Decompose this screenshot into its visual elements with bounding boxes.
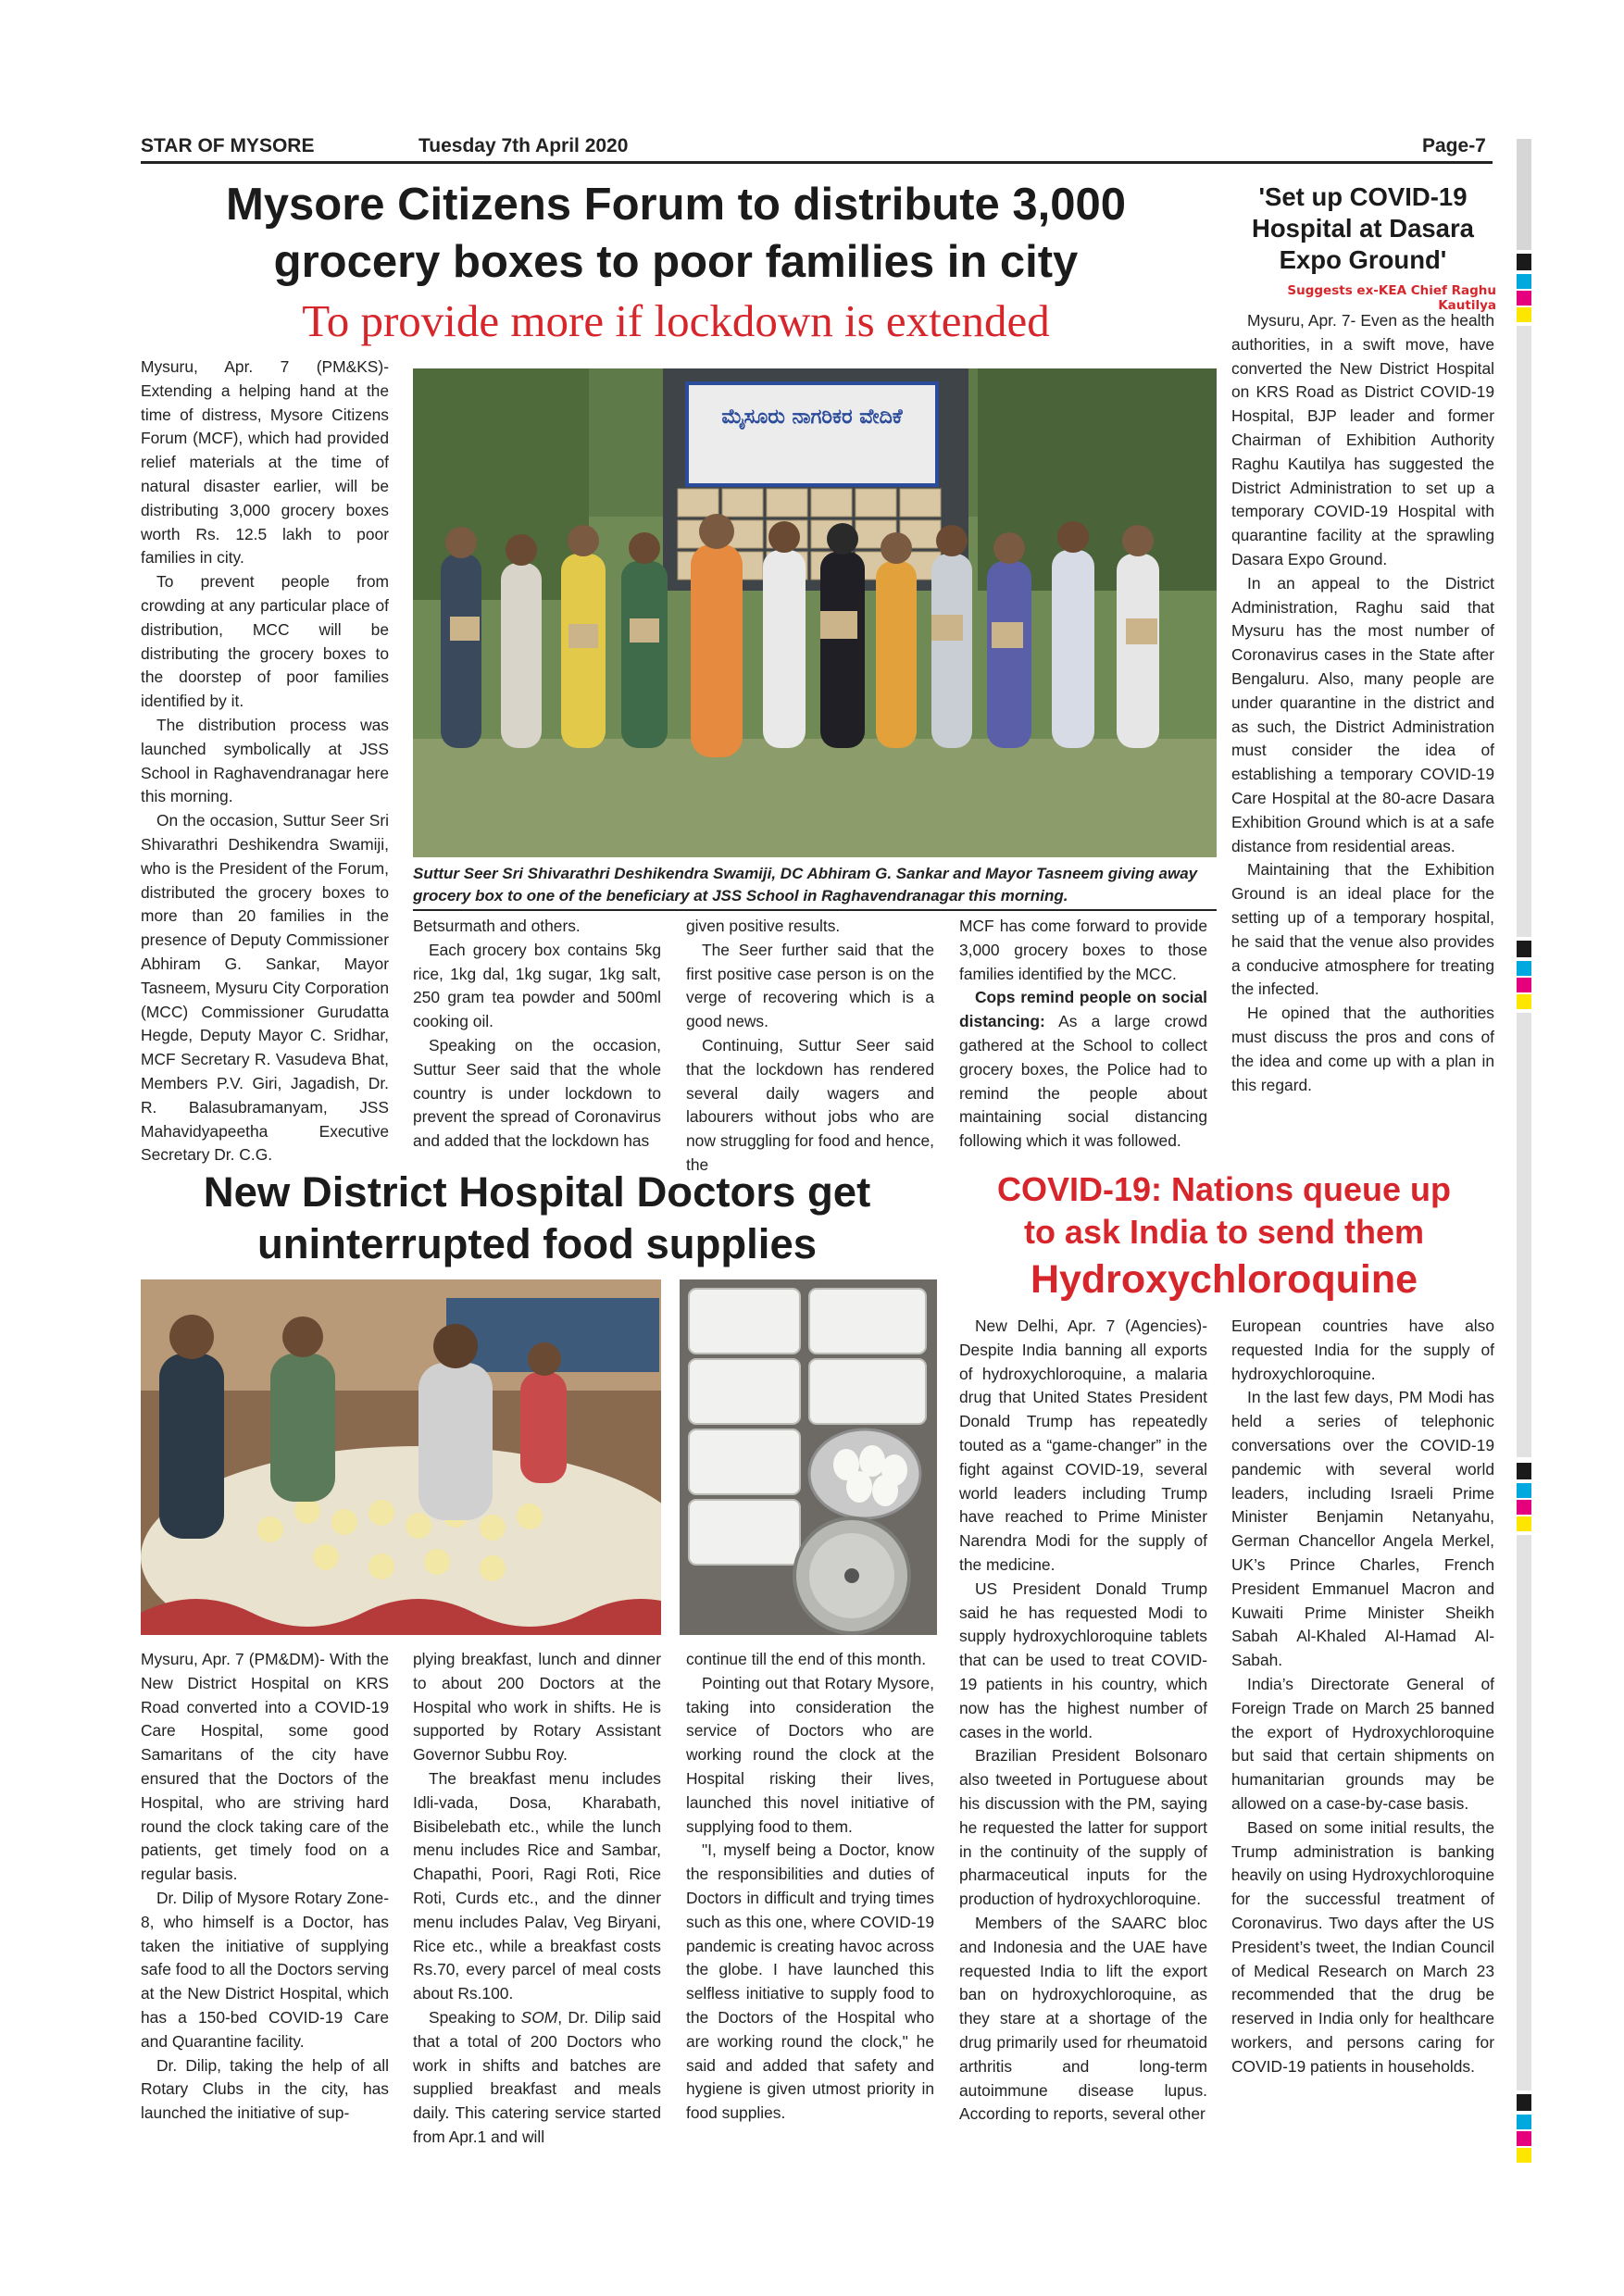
reg-yellow-2 <box>1517 994 1531 1009</box>
reg-yellow-4 <box>1517 2148 1531 2163</box>
story2-paragraph-speaking <box>413 2006 661 2150</box>
reg-grey-mid1 <box>1517 326 1531 937</box>
story1-photo-art <box>413 368 1217 857</box>
story2-paragraph: "I, myself being a Doctor, know the responsibilities and duties of Doctors in difficult and trying times such as this one, where COVID-19 pandemic is creating havoc across the globe. I have launched this selfless initiative to supply food to the Doctors of the Hospital who are working round the clock," he said and added that safety and hygiene is given utmost priority in food supplies. <box>686 1841 934 2123</box>
reg-cyan-2 <box>1517 961 1531 976</box>
story2-photo-left-art <box>141 1279 661 1635</box>
story3-column-1 <box>959 1315 1207 2127</box>
story3-paragraph: European countries have also requested India for the supply of hydroxychloroquine. <box>1231 1316 1494 1383</box>
masthead-rule <box>141 161 1493 164</box>
story3-paragraph: Members of the SAARC bloc and Indonesia and the UAE have requested India to lift the export ban on hydroxychloroquine, as they stare at a shortage of the drug primarily used for rheumatoid arthritis and long-term autoimmune disease lupus. According to reports, several other <box>959 1913 1207 2124</box>
story1-paragraph: Betsurmath and others. <box>413 917 581 935</box>
story1-column-2 <box>413 915 661 1154</box>
story2-paragraph: Dr. Dilip, taking the help of all Rotary Clubs in the city, has launched the initiative of sup- <box>141 2055 389 2123</box>
reg-cyan-3 <box>1517 1483 1531 1498</box>
story2-column-3 <box>686 1648 934 2126</box>
sidebar-paragraph: He opined that the authorities must discuss the pros and cons of the idea and come up with a plan in this regard. <box>1231 1004 1494 1094</box>
story1-caption-rule <box>413 909 1217 911</box>
story2-speaking-text: , Dr. Dilip said that a total of 200 Doctors who work in shifts and batches are supplied breakfast and meals daily. This catering service started from Apr.1 and will <box>413 2007 661 2146</box>
story3-paragraph: New Delhi, Apr. 7 (Agencies)- Despite India banning all exports of hydroxychloroquine, a malaria drug that United States President Donald Trump has repeatedly touted as a “game-changer” in the fight against COVID-19, several world leaders including Trump have reached to Prime Minister Narendra Modi for the supply of the medicine. <box>959 1316 1207 1574</box>
story1-headline <box>130 176 1222 291</box>
story1-photo-grocery-distribution <box>413 368 1217 857</box>
sidebar-body <box>1231 309 1494 1097</box>
story2-paragraph: Dr. Dilip of Mysore Rotary Zone-8, who himself is a Doctor, has taken the initiative of supplying safe food to all the Doctors serving at the New District Hospital, which has a 150-bed COVID-19 Care and Quarantine facility. <box>141 1888 389 2051</box>
story1-column-1 <box>141 356 389 1167</box>
story1-paragraph: Mysuru, Apr. 7 (PM&KS)- Extending a helping hand at the time of distress, Mysore Citizens Forum (MCF), which had provided relief materials at the time of natural disaster earlier, will be distributing 3,000 grocery boxes worth Rs. 12.5 lakh to poor families in city. <box>141 357 389 568</box>
story2-headline <box>130 1167 944 1270</box>
reg-magenta-1 <box>1517 291 1531 306</box>
story1-paragraph: The Seer further said that the first positive case person is on the verge of recovering which is a good news. <box>686 940 934 1031</box>
sidebar-headline-line1: 'Set up COVID-19 <box>1258 182 1468 211</box>
story1-paragraph-cops <box>959 986 1207 1154</box>
story1-paragraph: Speaking on the occasion, Suttur Seer said that the whole country is under lockdown to prevent the spread of Coronavirus and added that the lockdown has <box>413 1035 661 1151</box>
reg-black-3 <box>1517 1463 1531 1479</box>
story2-photo-volunteers-serving <box>141 1279 661 1635</box>
story2-photo-food-parcels <box>680 1279 937 1635</box>
reg-grey-top <box>1517 139 1531 250</box>
story3-paragraph: Brazilian President Bolsonaro also tweeted in Portuguese about his discussion with the PM, saying he requested the latter for support in the continuity of the supply of pharmaceutical inputs for the production of hydroxychloroquine. <box>959 1746 1207 1909</box>
story3-headline <box>956 1168 1493 1305</box>
story2-headline-line2: uninterrupted food supplies <box>256 1220 818 1267</box>
story2-column-1 <box>141 1648 389 2126</box>
reg-magenta-3 <box>1517 1500 1531 1515</box>
story1-photo-caption: Suttur Seer Sri Shivarathri Deshikendra Swamiji, DC Abhiram G. Sankar and Mayor Tasneem giving away grocery box to one of the beneficiary at JSS School in Raghavendranagar this morning. <box>413 865 1198 905</box>
reg-cyan-4 <box>1517 2115 1531 2129</box>
sidebar-headline <box>1230 181 1496 276</box>
story1-kicker: To provide more if lockdown is extended <box>302 295 1050 346</box>
story2-photo-right-art <box>680 1279 937 1635</box>
masthead-date: Tuesday 7th April 2020 <box>418 135 629 156</box>
reg-grey-mid2 <box>1517 1013 1531 1457</box>
story1-paragraph: On the occasion, Suttur Seer Sri Shivarathri Deshikendra Swamiji, who is the President of the Forum, distributed the grocery boxes to more than 20 families in the presence of Deputy Commissioner Abhiram G. Sankar, Mayor Tasneem, Mysuru City Corporation (MCC) Commissioner Gurudatta Hegde, Deputy Mayor C. Sridhar, MCF Secretary R. Vasudeva Bhat, Members P.V. Giri, Jagadish, Dr. R. Balasubramanyam, JSS Mahavidyapeetha Executive Secretary Dr. C.G. <box>141 811 389 1165</box>
story1-headline-line2: grocery boxes to poor families in city <box>273 237 1079 287</box>
story3-headline-line1: COVID-19: Nations queue up <box>996 1170 1452 1208</box>
story3-paragraph: US President Donald Trump said he has requested Modi to supply hydroxychloroquine tablets that can be used to treat COVID-19 patients in his country, which now has the highest number of cases in the world. <box>959 1578 1207 1741</box>
story1-subhead-cops: Cops remind people on social distancing: <box>959 988 1207 1031</box>
story1-column-3 <box>686 915 934 1178</box>
reg-black-1 <box>1517 254 1531 270</box>
story1-paragraph: The distribution process was launched symbolically at JSS School in Raghavendranagar here this morning. <box>141 715 389 806</box>
story3-headline-line2: to ask India to send them <box>1023 1213 1425 1251</box>
story1-paragraph: Each grocery box contains 5kg rice, 1kg dal, 1kg sugar, 1kg salt, 250 gram tea powder and 500ml cooking oil. <box>413 940 661 1031</box>
story3-paragraph: In the last few days, PM Modi has held a series of telephonic conversations over the COVID-19 pandemic with several world leaders, including Israeli Prime Minister Benjamin Netanyahu, German Chancellor Angela Merkel, UK’s Prince Charles, French President Emmanuel Macron and Kuwaiti Prime Minister Sheikh Sabah Al-Khaled Al-Hamad Al-Sabah. <box>1231 1388 1494 1670</box>
story1-cops-text: As a large crowd gathered at the School to collect grocery boxes, the Police had to remind the people about maintaining social distancing following which it was followed. <box>959 1012 1207 1151</box>
story2-headline-line1: New District Hospital Doctors get <box>203 1168 871 1216</box>
sidebar-paragraph: Mysuru, Apr. 7- Even as the health authorities, in a swift move, have converted the New District Hospital on KRS Road as District COVID-19 Hospital, BJP leader and former Chairman of Exhibition Authority Raghu Kautilya has suggested the District Administration to set up a temporary COVID-19 Hospital with quarantine facility at the sprawling Dasara Expo Ground. <box>1231 311 1494 568</box>
story1-headline-line1: Mysore Citizens Forum to distribute 3,000 <box>225 180 1127 230</box>
reg-grey-mid3 <box>1517 1535 1531 2090</box>
reg-yellow-3 <box>1517 1516 1531 1531</box>
reg-cyan-1 <box>1517 274 1531 289</box>
story3-paragraph: Based on some initial results, the Trump administration is banking heavily on using Hydroxychloroquine for the successful treatment of Coronavirus. Two days after the US President’s tweet, the Indian Council of Medical Research on March 23 recommended that the drug be reserved in India only for healthcare workers, and persons caring for COVID-19 patients in households. <box>1231 1817 1494 2076</box>
story3-paragraph: India’s Directorate General of Foreign Trade on March 25 banned the export of Hydroxychloroquine but said that certain shipments on humanitarian grounds may be allowed on a case-by-case basis. <box>1231 1674 1494 1813</box>
sidebar-paragraph: Maintaining that the Exhibition Ground is an ideal place for the setting up of a temporary hospital, he said that the venue also provides a conducive atmosphere for treating the infected. <box>1231 860 1494 999</box>
story1-paragraph: Continuing, Suttur Seer said that the lockdown has rendered several daily wagers and labourers without jobs who are now struggling for food and hence, the <box>686 1035 934 1174</box>
story1-column-4 <box>959 915 1207 1154</box>
story1-paragraph: given positive results. <box>686 917 841 935</box>
story2-som-italic: SOM <box>520 2007 558 2027</box>
reg-black-4 <box>1517 2094 1531 2111</box>
masthead-paper-name: STAR OF MYSORE <box>141 135 315 156</box>
story1-paragraph: To prevent people from crowding at any particular place of distribution, MCC will be distributing the grocery boxes to the doorstep of poor families identified by it. <box>141 572 389 711</box>
story2-paragraph: Pointing out that Rotary Mysore, taking into consideration the service of Doctors who are working round the clock at the Hospital risking their lives, launched this novel initiative of supplying food to them. <box>686 1673 934 1836</box>
story1-paragraph: MCF has come forward to provide 3,000 grocery boxes to those families identified by the MCC. <box>959 917 1207 983</box>
sidebar-paragraph: In an appeal to the District Administration, Raghu said that Mysuru has the most number of Coronavirus cases in the State after Bengaluru. Also, many people are under quarantine in the district and as such, the District Administration must consider the idea of establishing a temporary COVID-19 Care Hospital at the 80-acre Dasara Exhibition Ground which is at a safe distance from residential areas. <box>1231 573 1494 855</box>
story3-column-2 <box>1231 1315 1494 2079</box>
reg-yellow-1 <box>1517 307 1531 322</box>
reg-black-2 <box>1517 941 1531 957</box>
story2-paragraph: continue till the end of this month. <box>686 1650 927 1668</box>
sidebar-headline-line2: Hospital at Dasara <box>1252 214 1474 243</box>
sidebar-subhead: Suggests ex-KEA Chief Raghu Kautilya <box>1287 283 1496 313</box>
story2-paragraph: The breakfast menu includes Idli-vada, Dosa, Kharabath, Bisibelebath etc., while the lunch menu includes Rice and Sambar, Chapathi, Poori, Ragi Roti, Rice Roti, Curds etc., and the dinner menu includes Palav, Veg Biryani, Rice etc., while a breakfast costs Rs.70, every parcel of meal costs about Rs.100. <box>413 1768 661 2003</box>
story2-paragraph: plying breakfast, lunch and dinner to about 200 Doctors at the Hospital who work in shifts. He is supported by Rotary Assistant Governor Subbu Roy. <box>413 1650 661 1765</box>
reg-magenta-4 <box>1517 2131 1531 2146</box>
story3-headline-line3: Hydroxychloroquine <box>1030 1257 1418 1302</box>
sidebar-headline-line3: Expo Ground' <box>1279 245 1447 274</box>
story2-column-2 <box>413 1648 661 2150</box>
story2-speaking-lead: Speaking to <box>429 2007 521 2027</box>
masthead-page-number: Page-7 <box>1422 135 1486 156</box>
story1-photo-banner-text: ಮೈಸೂರು ನಾಗರಿಕರ ವೇದಿಕೆ <box>721 406 903 429</box>
reg-magenta-2 <box>1517 978 1531 992</box>
story2-paragraph: Mysuru, Apr. 7 (PM&DM)- With the New District Hospital on KRS Road converted into a COVID-19 Care Hospital, some good Samaritans of the city have ensured that the Doctors of the Hospital, who are striving hard round the clock taking care of the patients, get timely food on a regular basis. <box>141 1650 389 1884</box>
